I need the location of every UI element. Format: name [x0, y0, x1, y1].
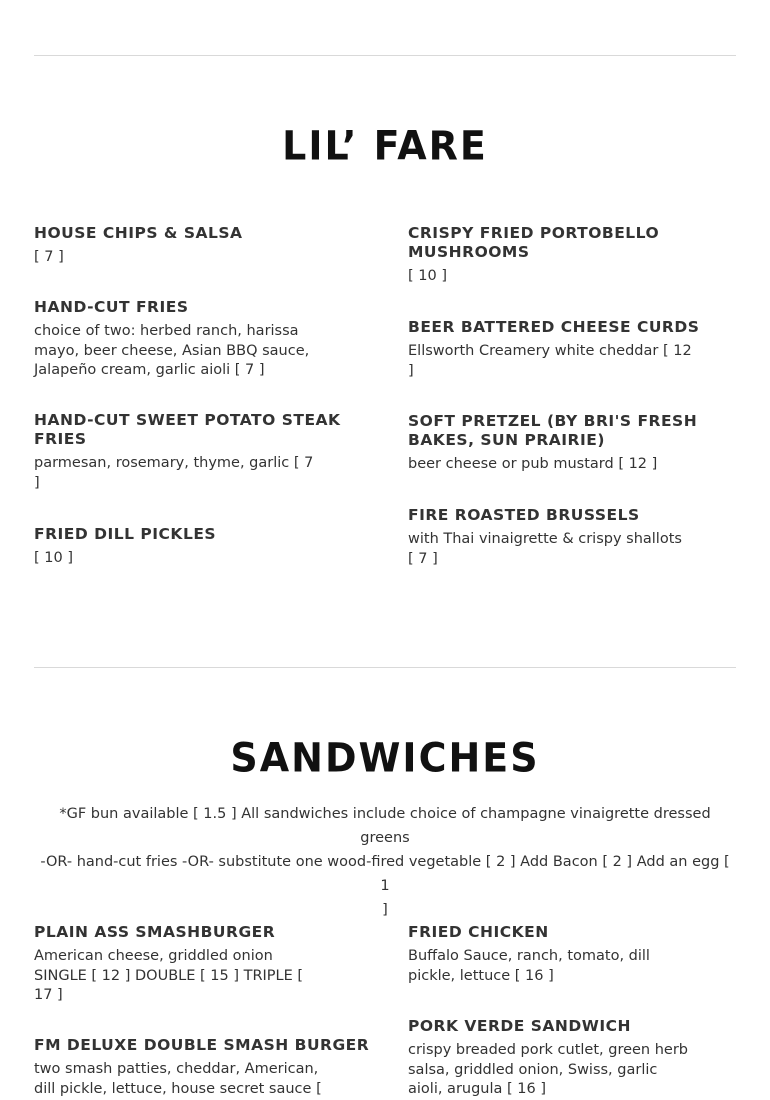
- item-description: American cheese, griddled onion SINGLE [ 12 ] DOUBLE [ 15 ] TRIPLE [ 17 ]: [34, 948, 304, 1003]
- menu-item: [408, 1017, 728, 1100]
- item-description: [ 10 ]: [34, 550, 73, 566]
- section-divider: [34, 667, 736, 668]
- sandwiches-note: *GF bun available [ 1.5 ] All sandwiches include choice of champagne vinaigrette dressed greens -OR- hand-cut fries -OR- substitute one wood-fired vegetable [ 2 ] Add Bacon [ 2 ] Add an egg [ 1 ]: [40, 806, 730, 918]
- item-description: parmesan, rosemary, thyme, garlic [ 7 ]: [34, 455, 314, 491]
- menu-item: [34, 224, 354, 268]
- item-name: HAND-CUT SWEET POTATO STEAK FRIES: [34, 411, 341, 448]
- menu-item: [34, 411, 364, 493]
- item-description: Buffalo Sauce, ranch, tomato, dill pickle, lettuce [ 16 ]: [408, 948, 650, 984]
- item-description: [ 10 ]: [408, 268, 447, 284]
- item-description: crispy breaded pork cutlet, green herb salsa, griddled onion, Swiss, garlic aioli, arugula [ 16 ]: [408, 1042, 689, 1097]
- item-name: FRIED CHICKEN: [408, 923, 549, 941]
- top-divider: [34, 55, 736, 56]
- menu-item: [34, 298, 354, 381]
- item-name: HOUSE CHIPS & SALSA: [34, 224, 243, 242]
- item-name: CRISPY FRIED PORTOBELLO MUSHROOMS: [408, 224, 660, 261]
- item-name: FRIED DILL PICKLES: [34, 525, 217, 543]
- menu-item: [408, 506, 728, 569]
- menu-item: [34, 923, 354, 1006]
- menu-item: [408, 224, 728, 287]
- menu-item: [408, 923, 728, 986]
- item-description: Ellsworth Creamery white cheddar [ 12 ]: [408, 343, 692, 379]
- item-name: FM DELUXE DOUBLE SMASH BURGER: [34, 1036, 370, 1054]
- menu-item: [34, 525, 354, 569]
- sandwiches-heading: SANDWICHES: [230, 734, 540, 782]
- item-description: choice of two: herbed ranch, harissa mayo, beer cheese, Asian BBQ sauce, Jalapeño cream, garlic aioli [ 7 ]: [34, 323, 310, 378]
- item-name: HAND-CUT FRIES: [34, 298, 189, 316]
- menu-item: [408, 318, 728, 381]
- item-name: SOFT PRETZEL (BY BRI'S FRESH BAKES, SUN PRAIRIE): [408, 412, 698, 449]
- item-description: beer cheese or pub mustard [ 12 ]: [408, 456, 658, 472]
- item-name: PORK VERDE SANDWICH: [408, 1017, 631, 1035]
- item-description: two smash patties, cheddar, American, dill pickle, lettuce, house secret sauce [: [34, 1061, 322, 1097]
- item-description: [ 7 ]: [34, 249, 64, 265]
- item-name: BEER BATTERED CHEESE CURDS: [408, 318, 700, 336]
- item-name: FIRE ROASTED BRUSSELS: [408, 506, 640, 524]
- item-description: with Thai vinaigrette & crispy shallots [ 7 ]: [408, 531, 682, 567]
- lil-fare-heading: LIL’ FARE: [282, 122, 488, 170]
- menu-item: [408, 412, 728, 475]
- item-name: PLAIN ASS SMASHBURGER: [34, 923, 276, 941]
- menu-item: [34, 1036, 374, 1099]
